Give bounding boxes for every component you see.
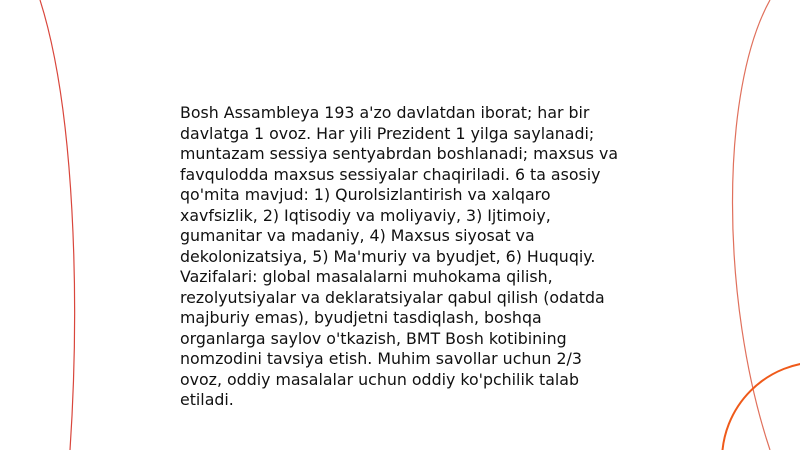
slide-body-text: Bosh Assambleya 193 a'zo davlatdan iborat; har bir davlatga 1 ovoz. Har yili Prezident 1 yilga saylanadi; muntazam sessiya sentyabrdan boshlanadi; maxsus va favqulodda maxsus sessiyalar chaqiriladi. 6 ta asosiy qo'mita mavjud: 1) Qurolsizlantirish va xalqaro xavfsizlik, 2) Iqtisodiy va moliyaviy, 3) Ijtimoiy, gumanitar va madaniy, 4) Maxsus siyosat va dekolonizatsiya, 5) Ma'muriy va byudjet, 6) Huquqiy. Vazifalari: global masalalarni muhokama qilish, rezolyutsiyalar va deklaratsiyalar qabul qilish (odatda majburiy emas), byudjetni tasdiqlash, boshqa organlarga saylov o'tkazish, BMT Bosh kotibining nomzodini tavsiya etish. Muhim savollar uchun 2/3 ovoz, oddiy masalalar uchun oddiy ko'pchilik talab etiladi. xyxy=(180,103,619,409)
left-decorative-arc xyxy=(40,0,75,450)
accent-circle-outline xyxy=(722,362,800,450)
right-decorative-arc xyxy=(733,0,771,450)
